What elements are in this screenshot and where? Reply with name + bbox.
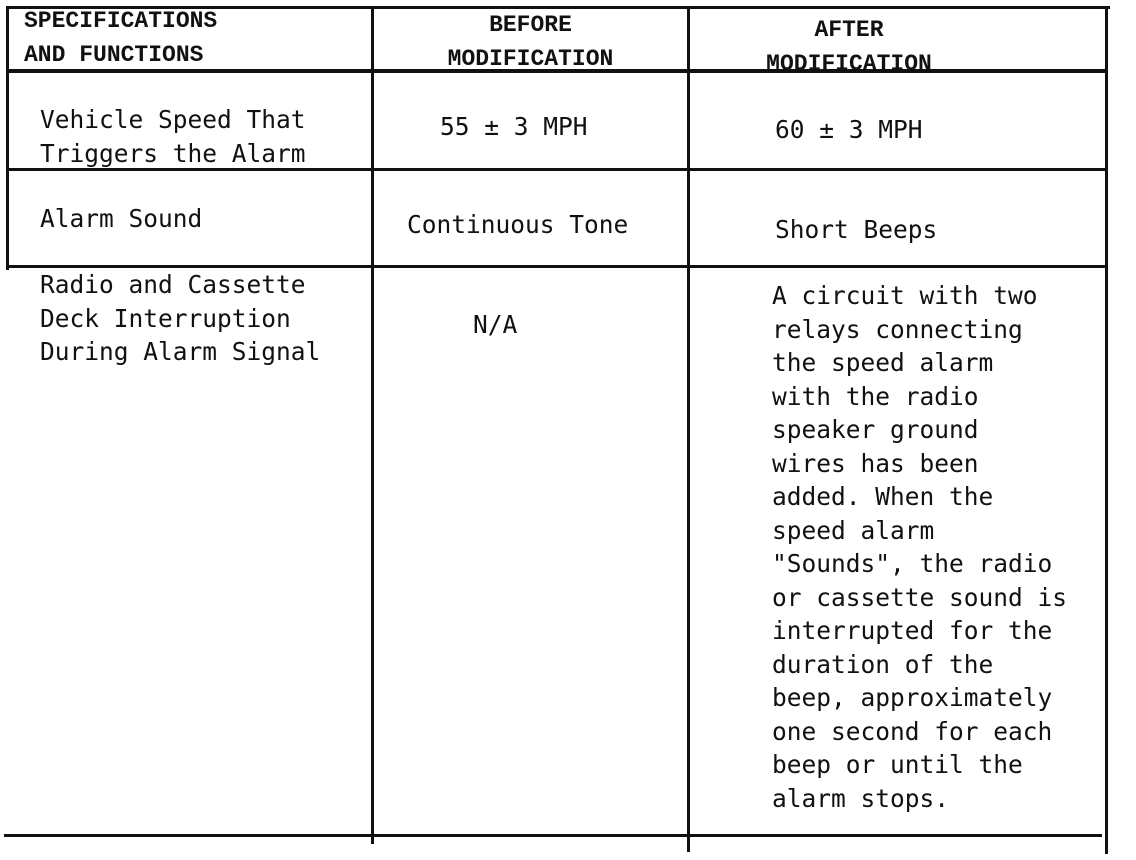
row-radio-interruption-spec: Radio and Cassette Deck Interruption During Alarm Signal [40, 270, 321, 366]
row-alarm-sound-spec: Alarm Sound [40, 204, 203, 233]
row-alarm-sound-before: Continuous Tone [407, 210, 629, 239]
table-right-border [1105, 9, 1108, 854]
header-specifications: SPECIFICATIONS AND FUNCTIONS [24, 8, 218, 68]
table-left-border [6, 6, 9, 270]
row-radio-interruption-before: N/A [473, 310, 518, 339]
table-bottom-border [4, 834, 1102, 837]
row-speed-spec: Vehicle Speed That Triggers the Alarm [40, 105, 306, 168]
row-radio-interruption-after: A circuit with two relays connecting the speed alarm with the radio speaker ground wires has been added. When the speed alarm "Sounds", the radio or cassette sound is interrupted for the duration of the beep, approximately one second for each beep or until the alarm stops. [772, 281, 1068, 813]
row-speed-after: 60 ± 3 MPH [775, 115, 923, 144]
header-after-modification: AFTER MODIFICATION [766, 17, 932, 77]
header-before-modification: BEFORE MODIFICATION [447, 12, 614, 72]
row-alarm-sound-after: Short Beeps [775, 215, 938, 244]
column-divider-2 [687, 9, 690, 852]
row-speed-before: 55 ± 3 MPH [440, 112, 588, 141]
column-divider-1 [371, 6, 374, 844]
